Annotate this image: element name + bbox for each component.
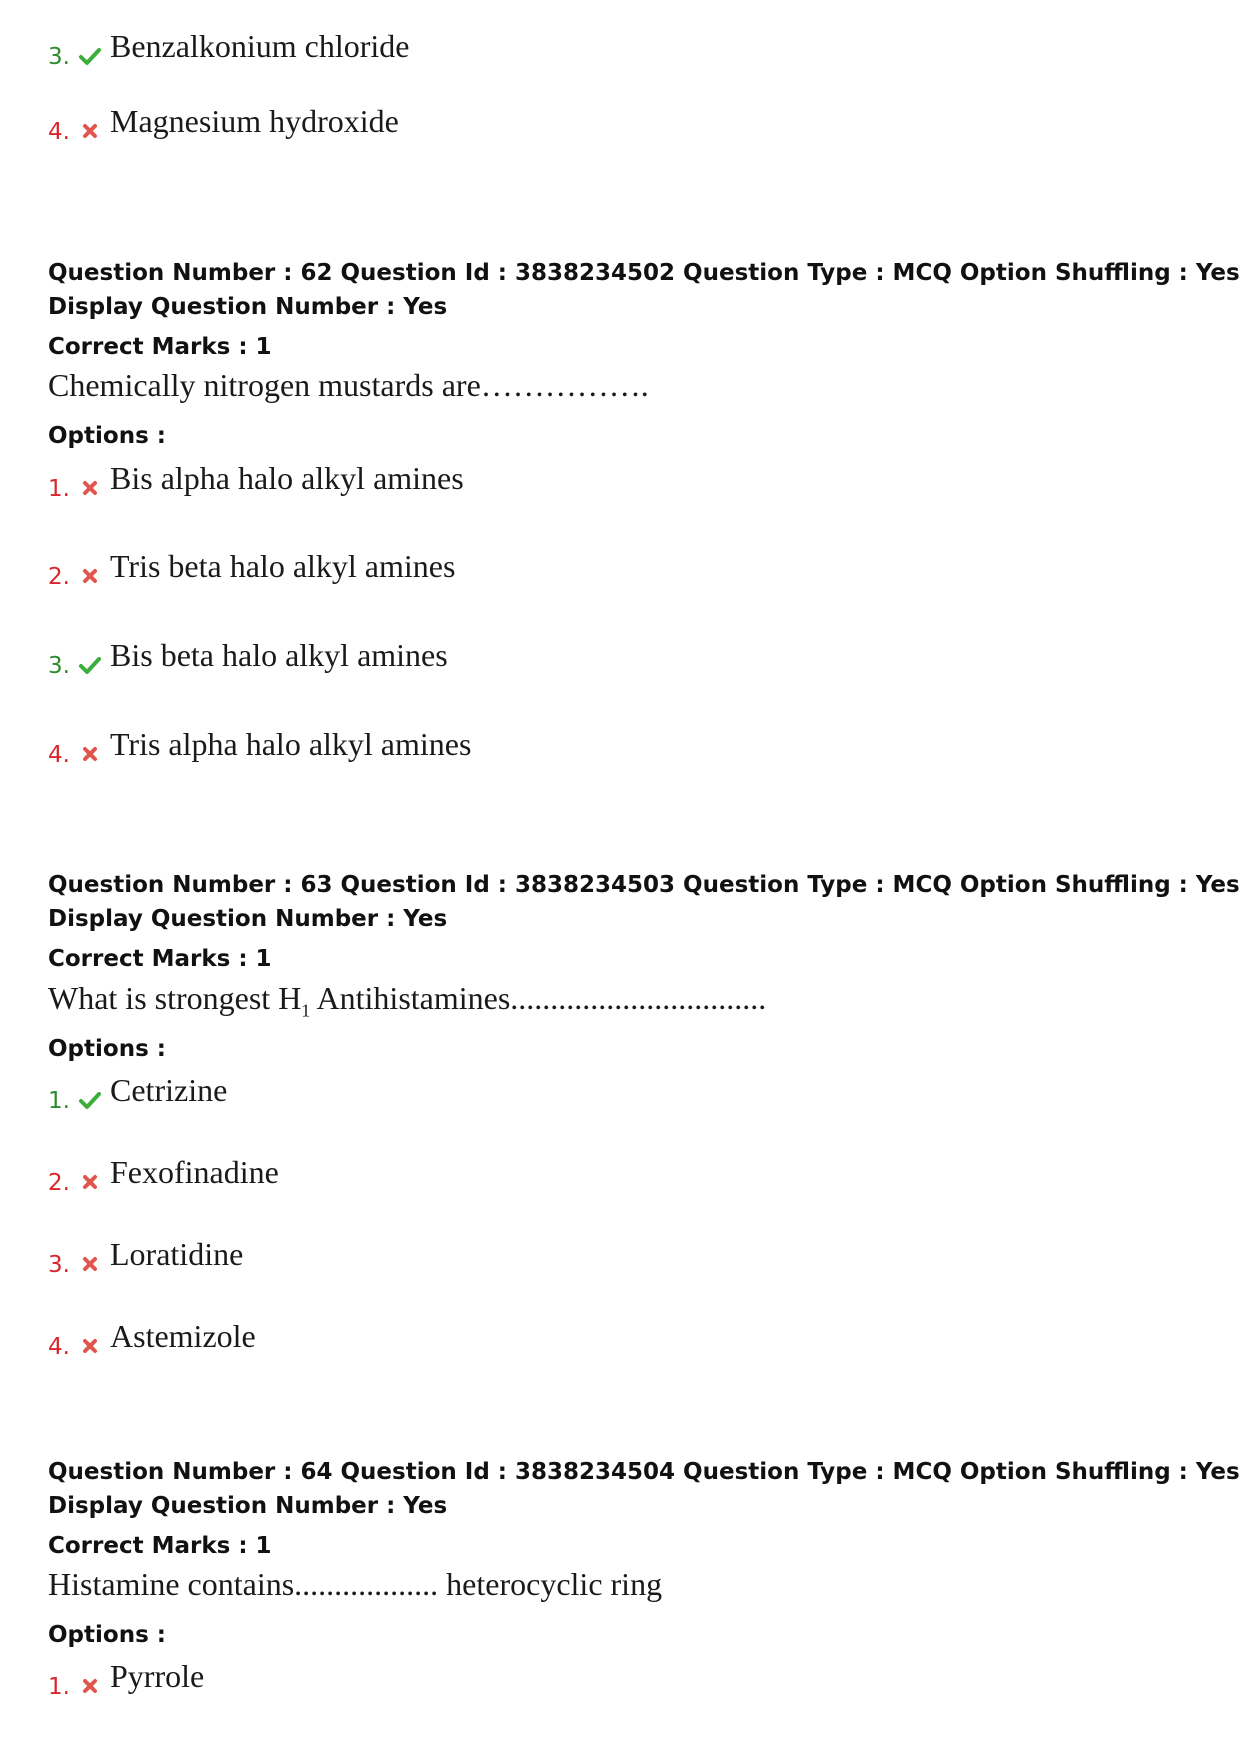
option-text: Tris alpha halo alkyl amines bbox=[110, 726, 472, 762]
cross-icon bbox=[78, 119, 102, 143]
cross-icon bbox=[78, 1252, 102, 1276]
question-meta-line: Question Number : 64 Question Id : 3838234504 Question Type : MCQ Option Shuffling : Yes bbox=[48, 1459, 1240, 1485]
question-header bbox=[48, 1455, 1240, 1523]
cross-icon bbox=[78, 1674, 102, 1698]
check-icon bbox=[78, 653, 102, 677]
options-label: Options : bbox=[48, 423, 166, 449]
option-text: Pyrrole bbox=[110, 1658, 205, 1694]
option-item bbox=[48, 1072, 1148, 1132]
question-text bbox=[48, 980, 766, 1021]
option-text: Bis alpha halo alkyl amines bbox=[110, 460, 464, 496]
option-number: 3. bbox=[48, 1252, 70, 1278]
option-number: 3. bbox=[48, 44, 70, 70]
question-meta-line: Question Number : 63 Question Id : 3838234503 Question Type : MCQ Option Shuffling : Yes bbox=[48, 872, 1240, 898]
option-item bbox=[48, 548, 1148, 608]
check-icon bbox=[78, 1088, 102, 1112]
option-text: Tris beta halo alkyl amines bbox=[110, 548, 456, 584]
option-number: 4. bbox=[48, 742, 70, 768]
option-item bbox=[48, 1236, 1148, 1296]
option-item bbox=[48, 28, 1148, 88]
question-text-part: What is strongest H bbox=[48, 980, 302, 1016]
options-label: Options : bbox=[48, 1622, 166, 1648]
option-number: 1. bbox=[48, 1088, 70, 1114]
question-meta-line: Question Number : 62 Question Id : 3838234502 Question Type : MCQ Option Shuffling : Yes bbox=[48, 260, 1240, 286]
option-text: Bis beta halo alkyl amines bbox=[110, 637, 448, 673]
question-text: Chemically nitrogen mustards are……………. bbox=[48, 367, 649, 403]
correct-marks: Correct Marks : 1 bbox=[48, 946, 272, 972]
option-item bbox=[48, 1154, 1148, 1214]
question-header bbox=[48, 256, 1240, 324]
option-number: 1. bbox=[48, 1674, 70, 1700]
option-number: 2. bbox=[48, 1170, 70, 1196]
option-item bbox=[48, 460, 1148, 520]
display-question-number: Display Question Number : Yes bbox=[48, 906, 448, 932]
option-item bbox=[48, 1658, 1148, 1718]
cross-icon bbox=[78, 476, 102, 500]
options-label: Options : bbox=[48, 1036, 166, 1062]
option-text: Fexofinadine bbox=[110, 1154, 279, 1190]
option-text: Loratidine bbox=[110, 1236, 244, 1272]
option-item bbox=[48, 637, 1148, 697]
option-number: 2. bbox=[48, 564, 70, 590]
correct-marks: Correct Marks : 1 bbox=[48, 1533, 272, 1559]
subscript: 1 bbox=[301, 1000, 311, 1021]
option-number: 4. bbox=[48, 1334, 70, 1360]
option-number: 4. bbox=[48, 119, 70, 145]
option-item bbox=[48, 726, 1148, 786]
correct-marks: Correct Marks : 1 bbox=[48, 334, 272, 360]
option-text: Magnesium hydroxide bbox=[110, 103, 399, 139]
option-text: Benzalkonium chloride bbox=[110, 28, 410, 64]
option-text: Astemizole bbox=[110, 1318, 256, 1354]
option-text: Cetrizine bbox=[110, 1072, 228, 1108]
question-text-part: Antihistamines................................ bbox=[310, 980, 767, 1016]
question-text: Histamine contains.................. heterocyclic ring bbox=[48, 1566, 663, 1602]
option-item bbox=[48, 1318, 1148, 1378]
option-number: 3. bbox=[48, 653, 70, 679]
display-question-number: Display Question Number : Yes bbox=[48, 294, 448, 320]
cross-icon bbox=[78, 1170, 102, 1194]
display-question-number: Display Question Number : Yes bbox=[48, 1493, 448, 1519]
check-icon bbox=[78, 44, 102, 68]
option-item bbox=[48, 103, 1148, 163]
question-header bbox=[48, 868, 1240, 936]
option-number: 1. bbox=[48, 476, 70, 502]
cross-icon bbox=[78, 742, 102, 766]
cross-icon bbox=[78, 1334, 102, 1358]
cross-icon bbox=[78, 564, 102, 588]
